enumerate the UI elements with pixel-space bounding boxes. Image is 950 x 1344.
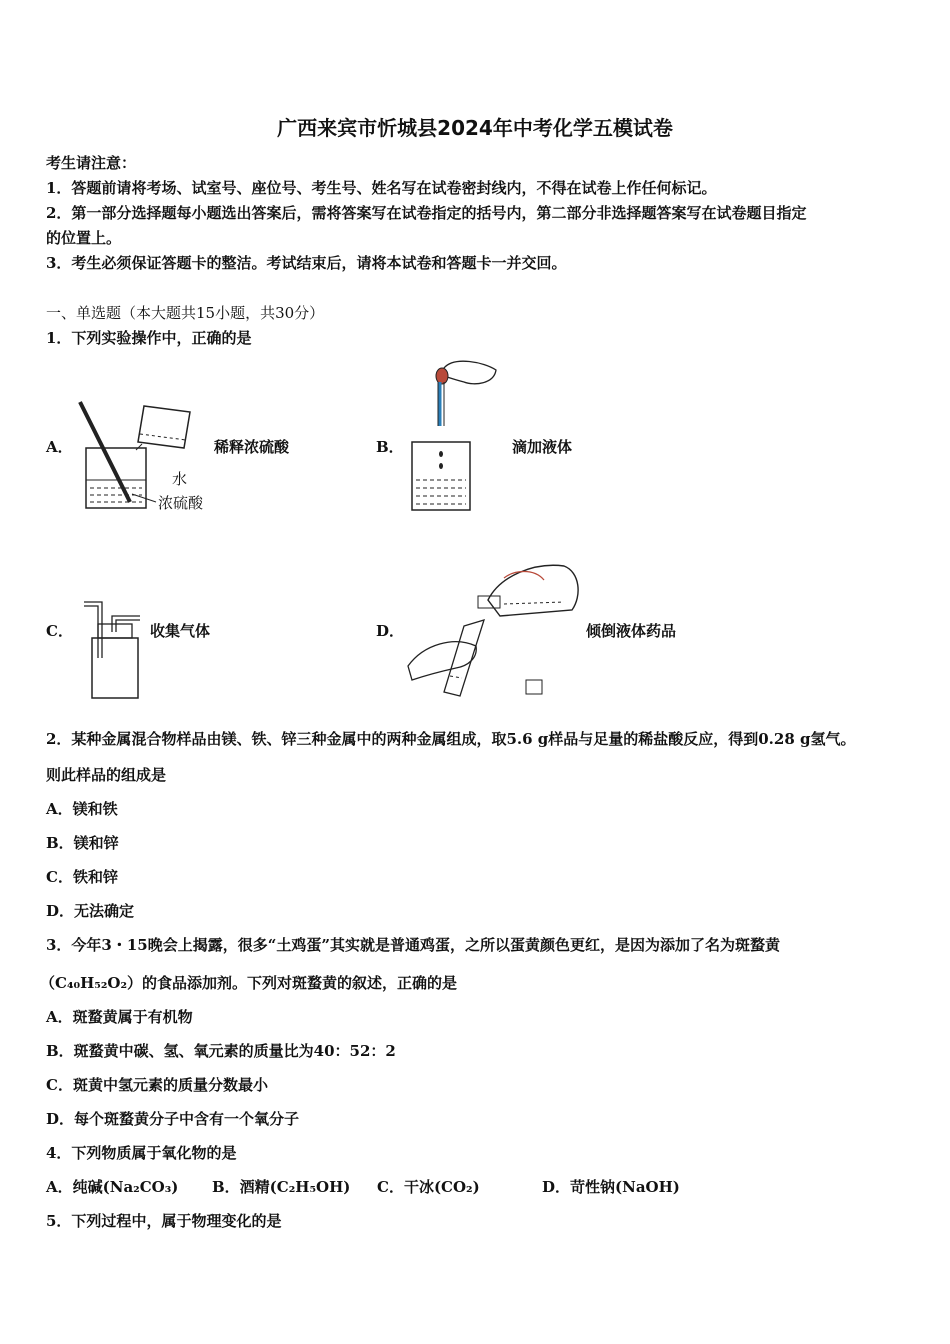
q1-option-d-caption: 倾倒液体药品 xyxy=(586,622,677,640)
q3-option-a: A．斑蝥黄属于有机物 xyxy=(46,1008,193,1026)
q1-option-c-label: C． xyxy=(46,622,73,640)
q1-option-d-label: D． xyxy=(376,622,405,640)
q2-option-b: B．镁和锌 xyxy=(46,834,119,852)
q4-option-d: D．苛性钠(NaOH) xyxy=(542,1178,680,1196)
section-heading: 一、单选题（本大题共15小题，共30分） xyxy=(46,304,325,322)
q1-option-b-caption: 滴加液体 xyxy=(512,438,573,456)
q2-stem-1: 2．某种金属混合物样品由镁、铁、锌三种金属中的两种金属组成，取5.6 g样品与足量的稀盐酸反应，得到0.28 g氢气。 xyxy=(46,730,856,748)
q1-option-b-label: B． xyxy=(376,438,404,456)
q2-option-d: D．无法确定 xyxy=(46,902,135,920)
notice-item-2: 2．第一部分选择题每小题选出答案后，需将答案写在试卷指定的括号内，第二部分非选择题答案写在试卷题目指定 xyxy=(46,204,807,222)
q1-option-a-caption: 稀释浓硫酸 xyxy=(214,438,290,456)
q3-stem-2: （C₄₀H₅₂O₂）的食品添加剂。下列对斑蝥黄的叙述，正确的是 xyxy=(40,974,458,992)
water-label: 水 xyxy=(172,470,188,488)
page-title: 广西来宾市忻城县2024年中考化学五模试卷 xyxy=(277,116,673,140)
notice-heading: 考生请注意： xyxy=(46,154,137,172)
q4-option-c: C．干冰(CO₂) xyxy=(377,1178,480,1196)
q1-stem: 1．下列实验操作中，正确的是 xyxy=(46,329,252,347)
q2-stem-2: 则此样品的组成是 xyxy=(46,766,167,784)
q5-stem: 5．下列过程中，属于物理变化的是 xyxy=(46,1212,282,1230)
notice-item-2-cont: 的位置上。 xyxy=(46,229,122,247)
q4-stem: 4．下列物质属于氧化物的是 xyxy=(46,1144,237,1162)
q3-option-d: D．每个斑蝥黄分子中含有一个氧分子 xyxy=(46,1110,300,1128)
q3-option-c: C．斑黄中氢元素的质量分数最小 xyxy=(46,1076,268,1094)
notice-item-1: 1．答题前请将考场、试室号、座位号、考生号、姓名写在试卷密封线内，不得在试卷上作任何标记。 xyxy=(46,179,717,197)
dropper-figure xyxy=(404,356,504,516)
q1-option-c-caption: 收集气体 xyxy=(150,622,211,640)
pour-liquid-figure xyxy=(404,556,584,706)
q4-option-a: A．纯碱(Na₂CO₃) xyxy=(46,1178,179,1196)
q2-option-c: C．铁和锌 xyxy=(46,868,118,886)
notice-item-3: 3．考生必须保证答题卡的整洁。考试结束后，请将本试卷和答题卡一并交回。 xyxy=(46,254,567,272)
acid-label: 浓硫酸 xyxy=(158,494,204,512)
q4-option-b: B．酒精(C₂H₅OH) xyxy=(212,1178,351,1196)
gas-bottle-figure xyxy=(78,598,148,702)
q2-option-a: A．镁和铁 xyxy=(46,800,118,818)
q3-stem-1: 3．今年3・15晚会上揭露，很多“土鸡蛋”其实就是普通鸡蛋，之所以蛋黄颜色更红，是因为添加了名为斑蝥黄 xyxy=(46,936,781,954)
q3-option-b: B．斑蝥黄中碳、氢、氧元素的质量比为40：52：2 xyxy=(46,1042,396,1060)
q1-option-a-label: A． xyxy=(46,438,73,456)
